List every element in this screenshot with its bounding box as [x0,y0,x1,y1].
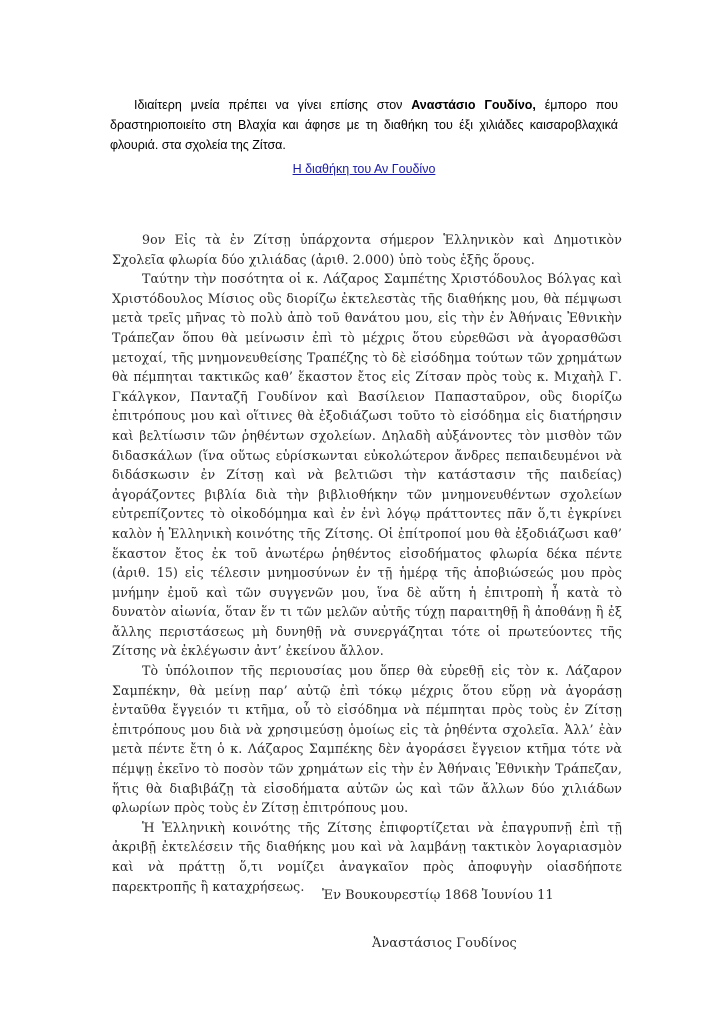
scanned-will-text [112,230,622,896]
intro-name-bold: Αναστάσιο Γουδίνο, [411,98,536,112]
will-link[interactable]: Η διαθήκη του Αν Γουδίνο [292,162,436,176]
will-paragraph-1: 9ον Εἰς τὰ ἐν Ζίτσῃ ὑπάρχοντα σήμερον Ἑλληνικὸν καὶ Δημοτικὸν Σχολεῖα φλωρία δύο χιλιάδας (ἀριθ. 2.000) ὑπὸ τοὺς ἑξῆς ὅρους. [112,232,622,267]
link-container [0,162,728,176]
intro-text [110,95,618,155]
signature: Ἀναστάσιος Γουδίνος [372,936,517,951]
intro-text-after: έμπορο που δραστηριοποιείτο στη Βλαχία και άφησε με τη διαθήκη του έξι χιλιάδες καισαροβλαχικά φλουριά. στα σχολεία της Ζίτσα. [110,98,618,152]
will-paragraph-3: Τὸ ὑπόλοιπον τῆς περιουσίας μου ὅπερ θὰ εὑρεθῇ εἰς τὸν κ. Λάζαρον Σαμπέκην, θὰ μείνῃ παρ’ αὐτῷ ἐπὶ τόκῳ μέχρις ὅτου εὕρῃ νὰ ἀγοράσῃ ἐνταῦθα ἔγγειόν τι κτῆμα, οὗ τὸ εἰσόδημα νὰ πέμπηται πρὸς τοὺς ἐν Ζίτσῃ ἐπιτρόπους μου διὰ νὰ χρησιμεύσῃ ὁμοίως εἰς τὰ ῥηθέντα σχολεῖα. Ἀλλ’ ἐὰν μετὰ πέντε ἔτη ὁ κ. Λάζαρος Σαμπέκης δὲν ἀγοράσει ἔγγειον κτῆμα τότε νὰ πέμψῃ ἐκεῖνο τὸ ποσὸν τῶν χρημάτων εἰς τὴν ἐν Ἀθήναις Ἐθνικὴν Τράπεζαν, ἥτις θὰ διαβιβάζῃ τὰ εἰσοδήματα αὐτῶν ὡς καὶ τῶν ἄλλων δύο χιλιάδων φλωρίων πρὸς τοὺς ἐν Ζίτσῃ ἐπιτρόπους μου. [112,663,622,816]
intro-text-before: Ιδιαίτερη μνεία πρέπει να γίνει επίσης στον [134,98,412,112]
place-date: Ἐν Βουκουρεστίῳ 1868 Ἰουνίου 11 [322,888,554,903]
will-paragraph-4: Ἡ Ἑλληνικὴ κοινότης τῆς Ζίτσης ἐπιφορτίζεται νὰ ἐπαγρυπνῇ ἐπὶ τῇ ἀκριβῇ ἐκτελέσειν τῆς διαθήκης μου καὶ νὰ λαμβάνῃ τακτικὸν λογαριασμὸν καὶ νὰ πράττῃ ὅ,τι νομίζει ἀναγκαῖον πρὸς ἀποφυγὴν οἱασδήποτε παρεκτροπῆς ἢ καταχρήσεως. [112,819,622,894]
will-paragraph-2: Ταύτην τὴν ποσότητα οἱ κ. Λάζαρος Σαμπέτης Χριστόδουλος Βόλγας καὶ Χριστόδουλος Μίσιος οὓς διορίζω ἐκτελεστὰς τῆς διαθήκης μου, θὰ πέμψωσι μετὰ τρεῖς μῆνας τὸ πολὺ ἀπὸ τοῦ θανάτου μου, εἰς τὴν ἐν Ἀθήναις Ἐθνικὴν Τράπεζαν ὅπου θὰ μείνωσιν ἐπὶ τὸ μέχρις ὅτου εὑρεθῶσι νὰ ἀγορασθῶσι μετοχαί, τῆς μνημονευθείσης Τραπέζης τὸ δὲ εἰσόδημα τούτων τῶν χρημάτων θὰ πέμπηται τακτικῶς καθ’ ἕκαστον ἔτος εἰς Ζίτσαν πρὸς τοὺς κ. Μιχαὴλ Γ. Γκάλγκον, Πανταζῆ Γουδίνον καὶ Βασίλειον Παπασταῦρον, οὓς διορίζω ἐπιτρόπους μου καὶ οἵτινες θὰ ἐξοδιάζωσι τοῦτο τὸ εἰσόδημα εἰς διατήρησιν καὶ βελτίωσιν τῶν ῥηθέντων σχολείων. Δηλαδὴ αὐξάνοντες τὸν μισθὸν τῶν διδασκάλων (ἵνα οὕτως εὑρίσκωνται εὐκολώτερον ἄνδρες πεπαιδευμένοι νὰ διδάσκωσιν ἐν Ζίτσῃ καὶ νὰ βελτιῶσι τὴν κατάστασιν τῆς παιδείας) ἀγοράζοντες βιβλία διὰ τὴν βιβλιοθήκην τῶν μνημονευθέντων σχολείων εὐτρεπίζοντες τὸ οἰκοδόμημα καὶ ἐν ἑνὶ λόγῳ πράττοντες πᾶν ὅ,τι ἐγκρίνει καλὸν ἡ Ἑλληνικὴ κοινότης τῆς Ζίτσης. Οἱ ἐπίτροποί μου θὰ ἐξοδιάζωσι καθ’ ἕκαστον ἔτος ἐκ τοῦ ἀνωτέρω ῥηθέντος εἰσοδήματος φλωρία δέκα πέντε (ἀριθ. 15) εἰς τέλεσιν μνημοσύνων ἐν τῇ ἡμέρᾳ τῆς ἀποβιώσεώς μου πρὸς μνήμην ἐμοῦ καὶ τῶν συγγενῶν μου, ἵνα δὲ αὕτη ἡ ἐπιτροπὴ ἦ κατὰ τὸ δυνατὸν αἰωνία, ὅταν ἕν τι τῶν μελῶν αὐτῆς τύχῃ παραιτηθῇ ἢ ἀποθάνῃ ἢ ἐξ ἄλλης περιστάσεως μὴ δυνηθῇ νὰ συνεργάζηται τότε οἱ πρωτεύοντες τῆς Ζίτσης νὰ ἐκλέγωσιν ἀντ’ ἐκείνου ἄλλον. [112,271,622,659]
intro-paragraph [110,95,618,155]
